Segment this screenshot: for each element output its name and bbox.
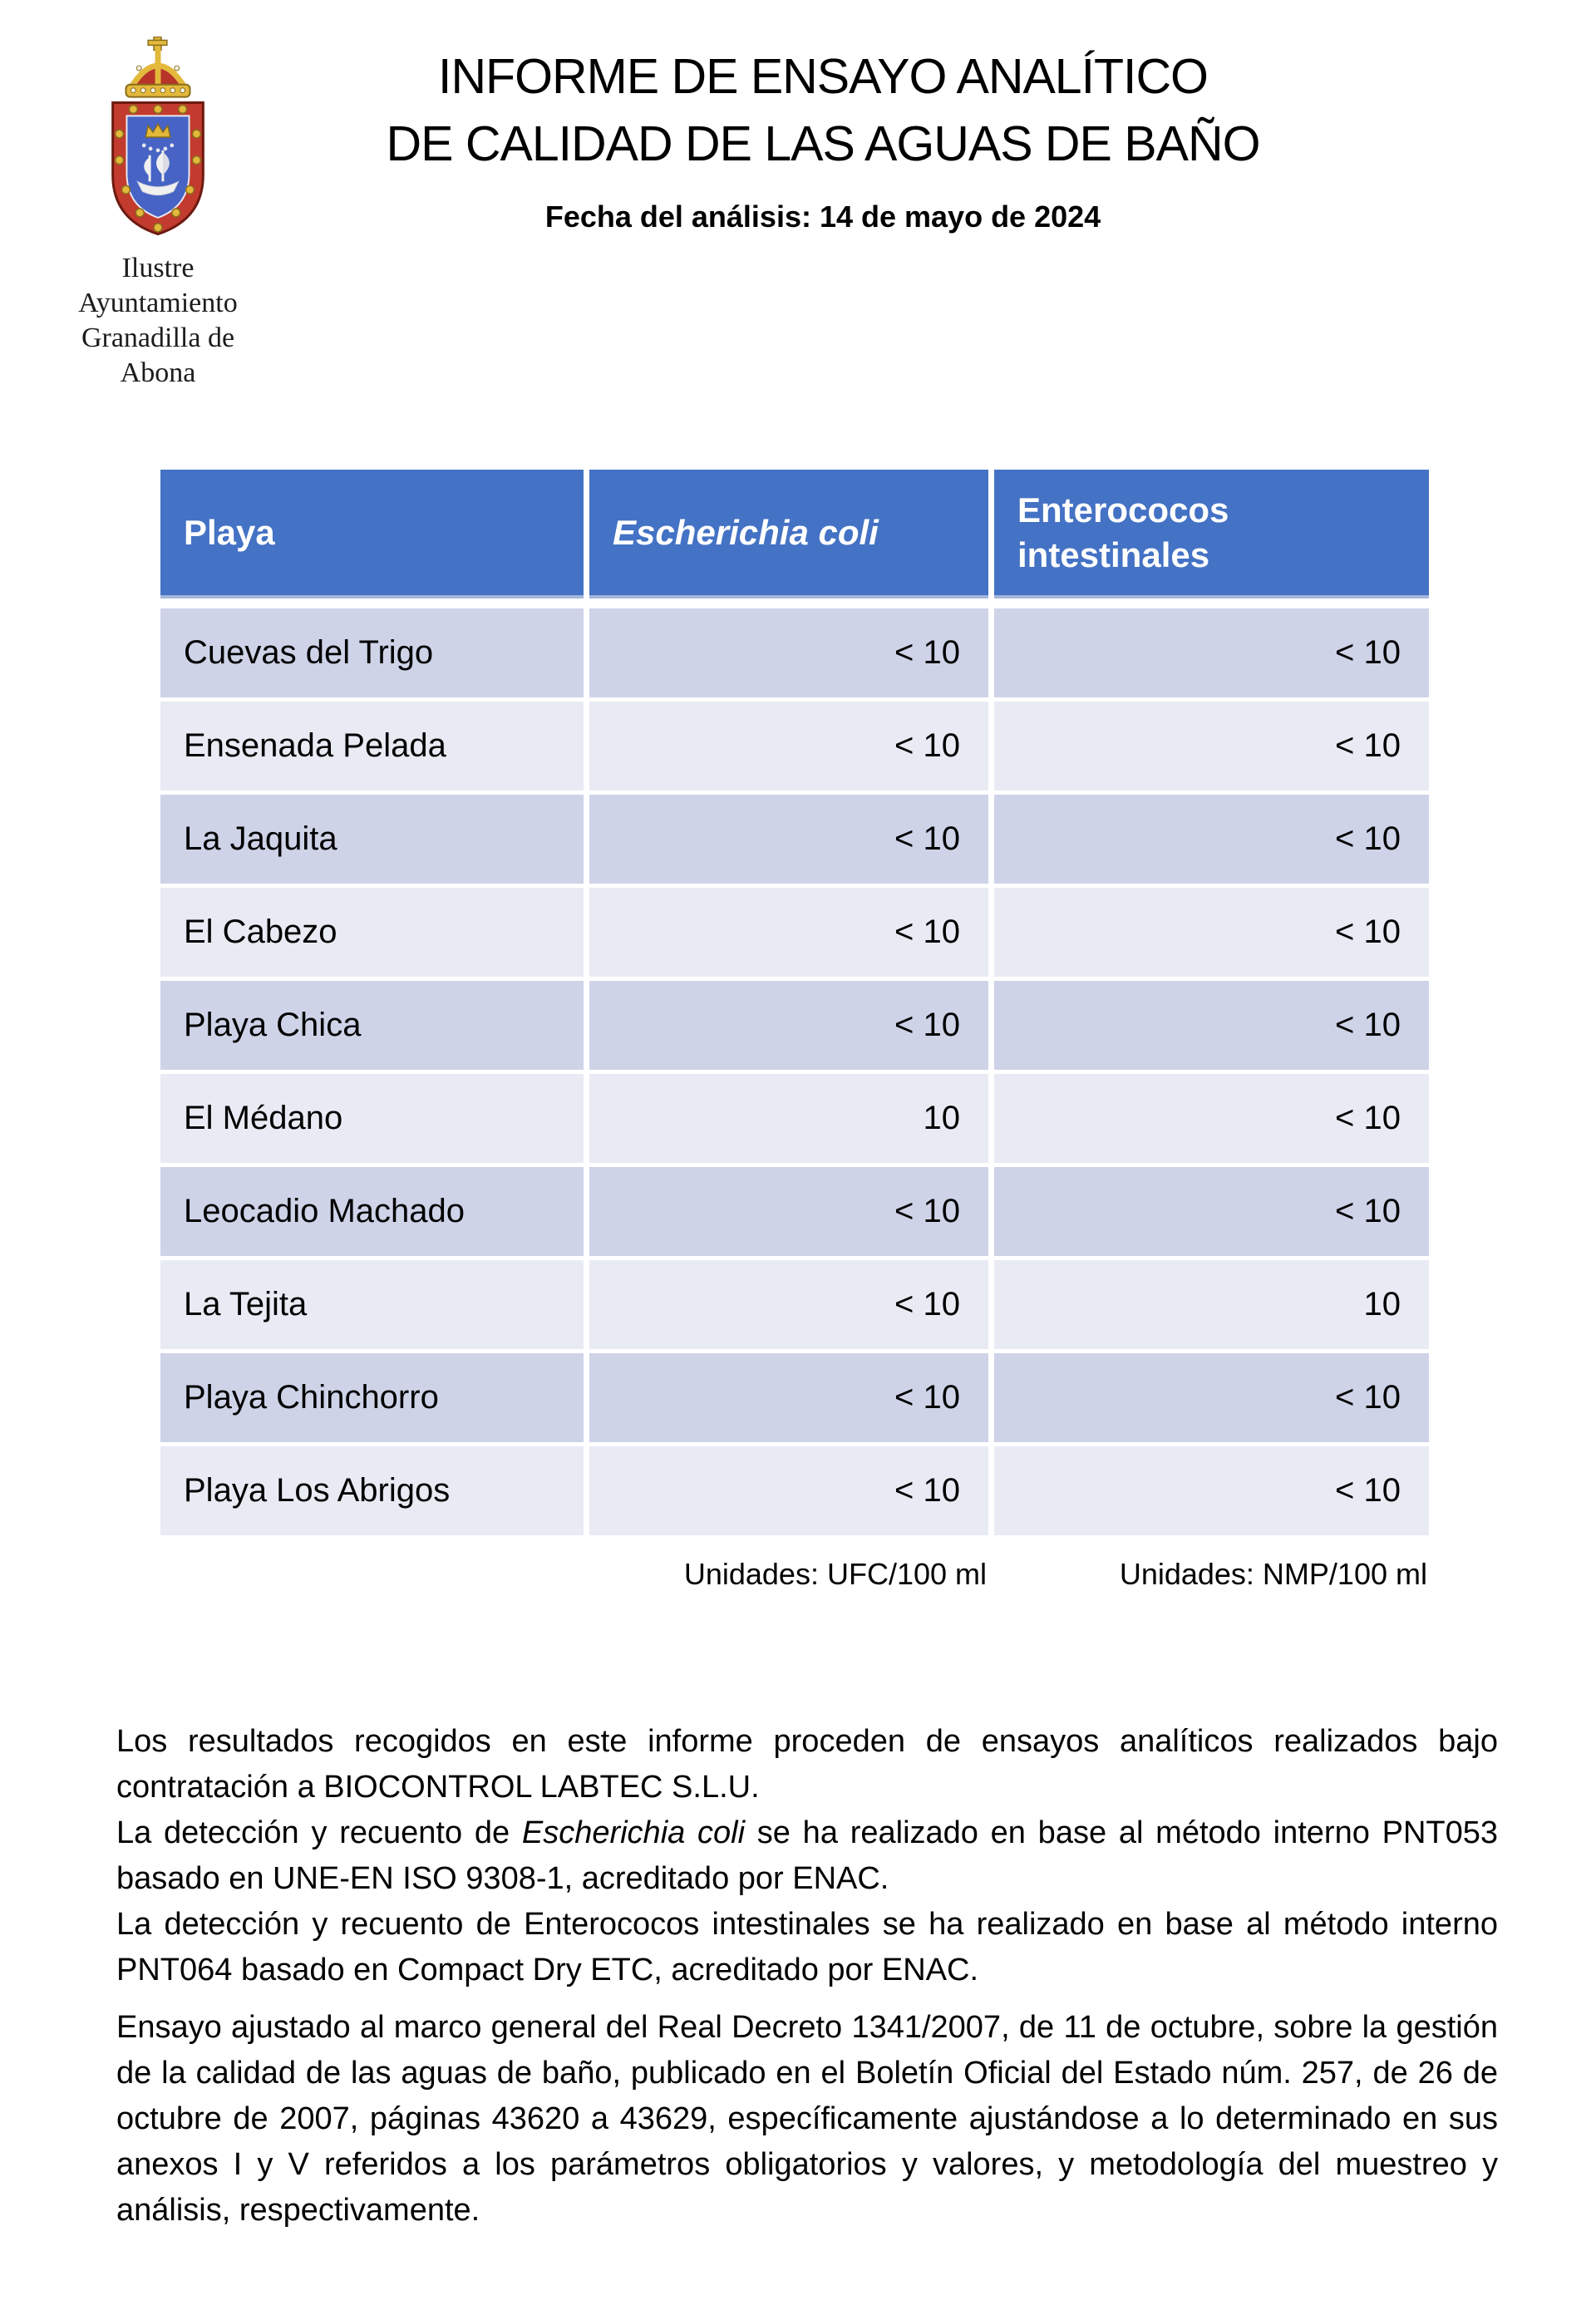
table-row (160, 1074, 1429, 1163)
table-row (160, 1353, 1429, 1442)
report-title-line2: DE CALIDAD DE LAS AGUAS DE BAÑO (386, 116, 1260, 171)
column-header-enterococos: Enterococos intestinales (994, 470, 1429, 598)
beach-name-cell: El Médano (160, 1074, 584, 1163)
enterococos-value-cell: < 10 (994, 702, 1429, 790)
table-row (160, 1260, 1429, 1349)
ecoli-value-cell: 10 (589, 1074, 988, 1163)
note-text-segment: La detección y recuento de (116, 1815, 522, 1850)
ecoli-value-cell: < 10 (589, 608, 988, 697)
ecoli-value-cell: < 10 (589, 1446, 988, 1535)
ecoli-value-cell: < 10 (589, 888, 988, 977)
table-row (160, 1167, 1429, 1256)
table-row (160, 981, 1429, 1070)
note-contractor: Los resultados recogidos en este informe proceden de ensayos analíticos realizados bajo contratación a BIOCONTROL LABTEC S.L.U. (116, 1724, 1498, 1805)
ecoli-value-cell: < 10 (589, 795, 988, 884)
beach-name-cell: Leocadio Machado (160, 1167, 584, 1256)
beach-name-cell: Cuevas del Trigo (160, 608, 584, 697)
enterococos-value-cell: < 10 (994, 981, 1429, 1070)
analysis-date: Fecha del análisis: 14 de mayo de 2024 (544, 199, 1101, 234)
ecoli-value-cell: < 10 (589, 981, 988, 1070)
note-enterococos-method: La detección y recuento de Enterococos intestinales se ha realizado en base al método interno PNT064 basado en Compact Dry ETC, acreditado por ENAC. (116, 1907, 1498, 1987)
ecoli-species-italic: Escherichia coli (521, 1815, 746, 1850)
beach-name-cell: Playa Los Abrigos (160, 1446, 584, 1535)
beach-name-cell: La Jaquita (160, 795, 584, 884)
enterococos-value-cell: < 10 (994, 795, 1429, 884)
column-header-ecoli: Escherichia coli (589, 470, 988, 598)
ecoli-value-cell: < 10 (589, 1167, 988, 1256)
enterococos-value-cell: < 10 (994, 1353, 1429, 1442)
table-header-row (160, 470, 1429, 598)
table-body (160, 608, 1429, 1535)
beach-name-cell: Ensenada Pelada (160, 702, 584, 790)
enterococos-value-cell: < 10 (994, 1167, 1429, 1256)
column-header-playa: Playa (160, 470, 584, 598)
coat-of-arms-icon (88, 37, 228, 243)
title-block (216, 43, 1430, 234)
units-ecoli: Unidades: UFC/100 ml (683, 1557, 987, 1591)
enterococos-value-cell: < 10 (994, 608, 1429, 697)
beach-name-cell: La Tejita (160, 1260, 584, 1349)
notes-section (116, 1719, 1498, 2234)
org-name-line1: Ilustre Ayuntamiento (78, 253, 238, 318)
ecoli-value-cell: < 10 (589, 702, 988, 790)
results-table (160, 470, 1429, 1592)
note-legal: Ensayo ajustado al marco general del Real Decreto 1341/2007, de 11 de octubre, sobre la gestión de la calidad de las aguas de baño, publicado en el Boletín Oficial del Estado núm. 257, de 26 de octubre de 2007, páginas 43620 a 43629, específicamente ajustándose a lo determinado en sus anexos I y V referidos a los parámetros obligatorios y valores, y metodología del muestreo y análisis, respectivamente. (116, 2010, 1498, 2228)
table-row (160, 888, 1429, 977)
note-text-segment: se ha realizado en base al método interno PNT053 basado en UNE-EN ISO 9308-1, acreditado por ENAC. (116, 1815, 1499, 1896)
table-row (160, 795, 1429, 884)
beach-name-cell: Playa Chinchorro (160, 1353, 584, 1442)
enterococos-value-cell: < 10 (994, 888, 1429, 977)
table-row (160, 1446, 1429, 1535)
note-ecoli-method (116, 1810, 1498, 1902)
enterococos-value-cell: < 10 (994, 1446, 1429, 1535)
units-row (160, 1557, 1429, 1592)
units-enterococos: Unidades: NMP/100 ml (1119, 1557, 1427, 1591)
table-row (160, 702, 1429, 790)
enterococos-value-cell: < 10 (994, 1074, 1429, 1163)
report-title-line1: INFORME DE ENSAYO ANALÍTICO (438, 49, 1208, 104)
table-row (160, 608, 1429, 697)
org-name-line2: Granadilla de Abona (81, 323, 235, 388)
ecoli-value-cell: < 10 (589, 1353, 988, 1442)
beach-name-cell: Playa Chica (160, 981, 584, 1070)
beach-name-cell: El Cabezo (160, 888, 584, 977)
ecoli-value-cell: < 10 (589, 1260, 988, 1349)
units-spacer (160, 1557, 584, 1592)
enterococos-value-cell: 10 (994, 1260, 1429, 1349)
